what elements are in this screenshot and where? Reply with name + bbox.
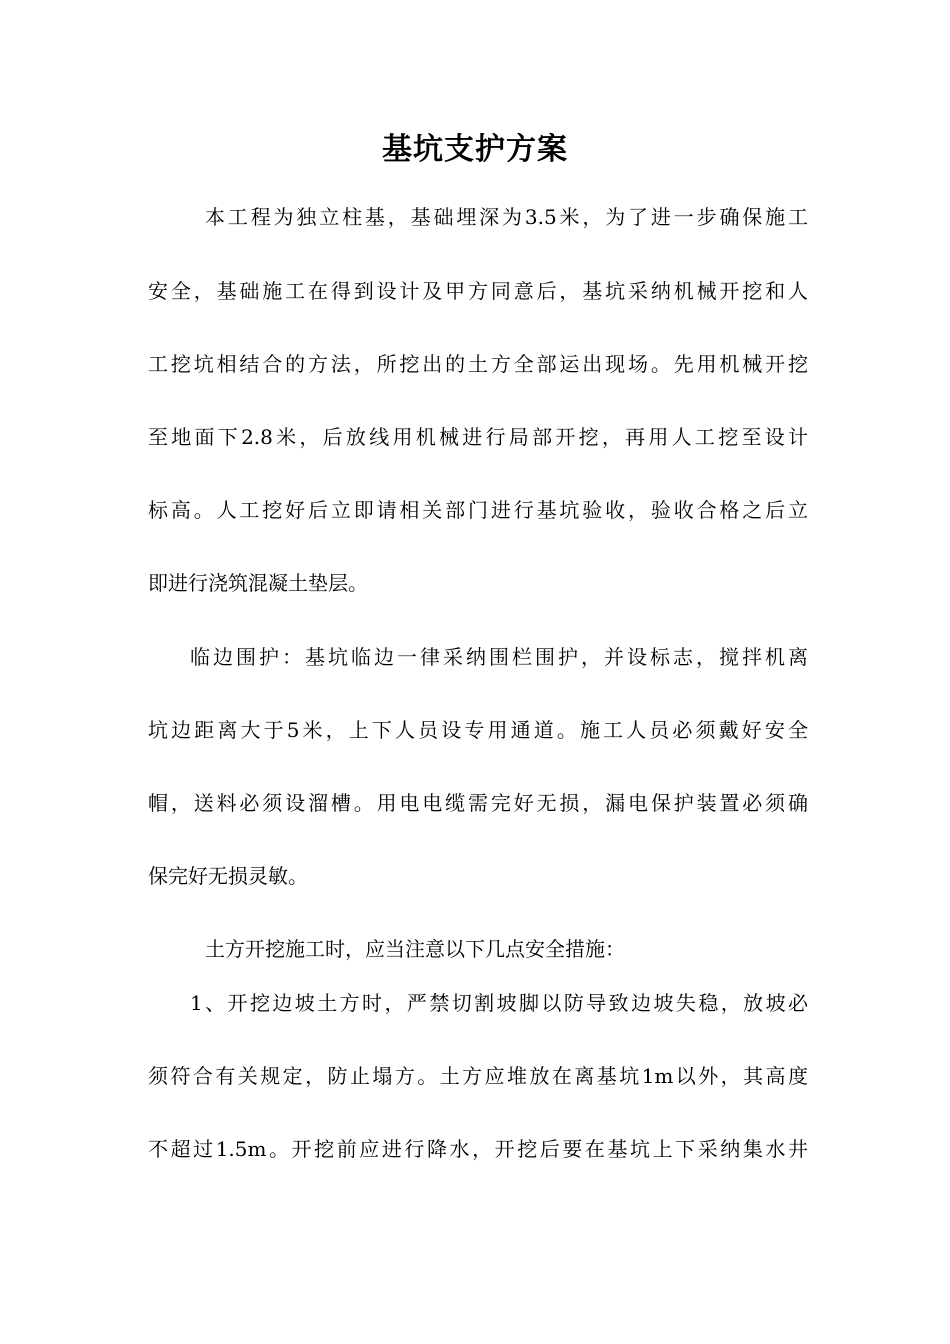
paragraph-line: 1、开挖边坡土方时，严禁切割坡脚以防导致边坡失稳，放坡必 [190, 991, 808, 1015]
paragraph-line: 保完好无损灵敏。 [148, 864, 308, 888]
paragraph-line: 本工程为独立柱基，基础埋深为3.5米，为了进一步确保施工 [205, 205, 808, 229]
paragraph-line: 即进行浇筑混凝土垫层。 [148, 571, 368, 595]
paragraph-line: 帽，送料必须设溜槽。用电电缆需完好无损，漏电保护装置必须确 [148, 791, 808, 815]
paragraph-line: 临边围护：基坑临边一律采纳围栏围护，并设标志，搅拌机离 [190, 645, 808, 669]
paragraph-line: 标高。人工挖好后立即请相关部门进行基坑验收，验收合格之后立 [148, 498, 808, 522]
paragraph-line: 安全，基础施工在得到设计及甲方同意后，基坑采纳机械开挖和人 [148, 279, 808, 303]
paragraph-line: 不超过1.5m。开挖前应进行降水，开挖后要在基坑上下采纳集水井 [148, 1137, 808, 1161]
page-title: 基坑支护方案 [382, 132, 568, 167]
paragraph-line: 须符合有关规定，防止塌方。土方应堆放在离基坑1m以外，其高度 [148, 1064, 808, 1088]
paragraph-line: 工挖坑相结合的方法，所挖出的土方全部运出现场。先用机械开挖 [148, 352, 808, 376]
paragraph-line: 至地面下2.8米，后放线用机械进行局部开挖，再用人工挖至设计 [148, 425, 808, 449]
paragraph-line: 土方开挖施工时，应当注意以下几点安全措施： [205, 937, 625, 961]
paragraph-line: 坑边距离大于5米，上下人员设专用通道。施工人员必须戴好安全 [148, 718, 808, 742]
